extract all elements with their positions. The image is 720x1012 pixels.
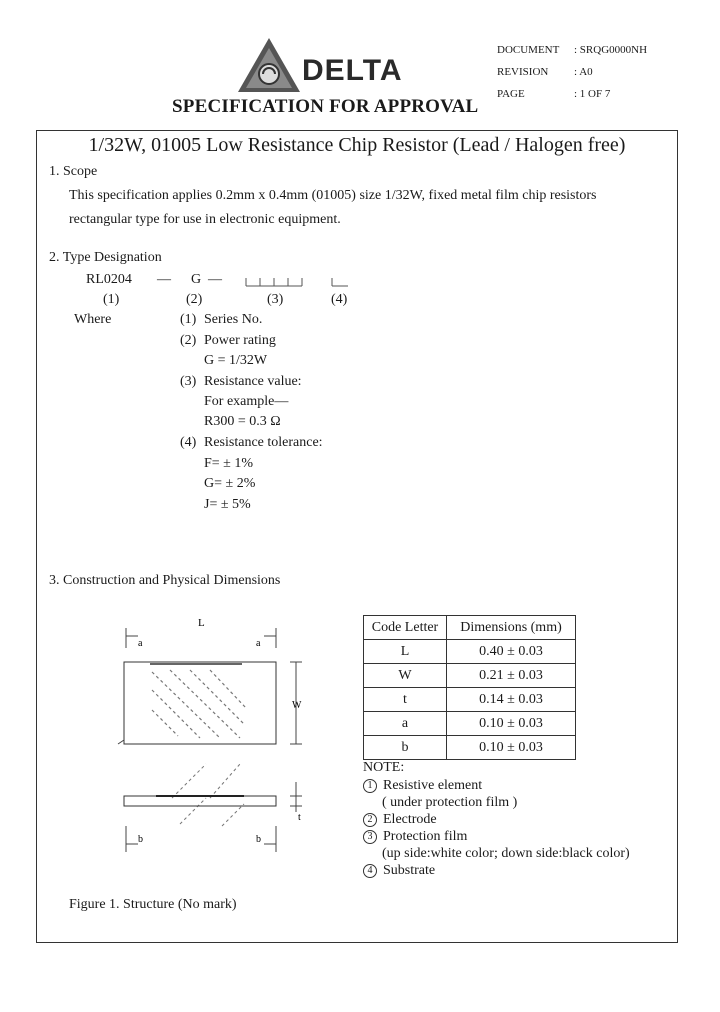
dim-label-b-left: b — [138, 834, 143, 845]
table-cell: 0.10 ± 0.03 — [447, 712, 576, 736]
table-row — [364, 640, 576, 664]
scope-text-line2: rectangular type for use in electronic equipment. — [69, 212, 341, 227]
note-item-3 — [363, 829, 467, 845]
table-row — [364, 712, 576, 736]
table-row — [364, 688, 576, 712]
item-num: (3) — [180, 374, 197, 389]
dim-line-a-left — [126, 628, 138, 648]
table-cell: W — [364, 664, 447, 688]
meta-document-value: : SRQG0000NH — [574, 44, 648, 56]
dim-label-a-left: a — [138, 638, 143, 649]
table-cell: b — [364, 736, 447, 760]
note-text: Resistive element — [383, 778, 483, 793]
type-num-2: (2) — [186, 292, 203, 307]
table-row — [364, 664, 576, 688]
meta-page-value: : 1 OF 7 — [574, 88, 611, 100]
table-cell: 0.21 ± 0.03 — [447, 664, 576, 688]
note-text: Substrate — [383, 863, 436, 878]
note-number-badge: 2 — [363, 813, 377, 827]
resistive-element-hatch — [152, 670, 246, 738]
leader-line — [118, 740, 124, 744]
dim-label-b-right: b — [256, 834, 261, 845]
table-cell: L — [364, 640, 447, 664]
table-header: Dimensions (mm) — [447, 616, 576, 640]
type-designation-heading: 2. Type Designation — [49, 250, 162, 265]
note-text: Protection film — [383, 829, 468, 844]
table-cell: a — [364, 712, 447, 736]
dim-label-W: W — [292, 700, 302, 711]
delta-triangle-icon — [236, 36, 306, 94]
delta-logo — [236, 36, 416, 94]
note-item-4 — [363, 863, 435, 879]
dim-line-b-left — [126, 826, 138, 852]
note-text: Electrode — [383, 812, 437, 827]
note-number-badge: 4 — [363, 864, 377, 878]
construction-heading: 3. Construction and Physical Dimensions — [49, 573, 281, 588]
item-num: (1) — [180, 312, 197, 327]
substrate-side-view — [124, 796, 276, 806]
dim-line-b-right — [264, 826, 276, 852]
structure-diagram — [110, 612, 310, 857]
dim-line-t — [290, 782, 302, 812]
note-heading: NOTE: — [363, 760, 405, 775]
scope-text-line1: This specification applies 0.2mm x 0.4mm (01005) size 1/32W, fixed metal film chip resistors — [69, 188, 597, 203]
item-text: J= ± 5% — [204, 497, 251, 512]
table-cell: 0.40 ± 0.03 — [447, 640, 576, 664]
meta-document-label: DOCUMENT — [497, 44, 560, 56]
table-row — [364, 736, 576, 760]
substrate-top-view — [124, 662, 276, 744]
note-text: ( under protection film ) — [382, 795, 518, 810]
document-title: 1/32W, 01005 Low Resistance Chip Resistor (Lead / Halogen free) — [88, 134, 626, 156]
type-code-dash1: — — [157, 272, 171, 287]
table-cell: t — [364, 688, 447, 712]
table-cell: 0.14 ± 0.03 — [447, 688, 576, 712]
item-text: Resistance value: — [204, 374, 302, 389]
note-number-badge: 1 — [363, 779, 377, 793]
dim-line-a-right — [264, 628, 276, 648]
type-code-power: G — [191, 272, 202, 287]
figure-caption: Figure 1. Structure (No mark) — [69, 897, 237, 912]
type-num-4: (4) — [331, 292, 348, 307]
dim-label-t: t — [298, 812, 301, 823]
meta-revision-value: : A0 — [574, 66, 593, 78]
type-code-series: RL0204 — [86, 272, 132, 287]
item-num: (2) — [180, 333, 197, 348]
item-text: For example— — [204, 394, 289, 409]
meta-page-label: PAGE — [497, 88, 525, 100]
item-text: Resistance tolerance: — [204, 435, 323, 450]
meta-revision-label: REVISION — [497, 66, 549, 78]
dim-label-a-right: a — [256, 638, 261, 649]
note-text: (up side:white color; down side:black color) — [382, 846, 630, 861]
logo-text: DELTA — [302, 54, 403, 87]
item-text: Series No. — [204, 312, 263, 327]
item-text: Power rating — [204, 333, 276, 348]
where-label: Where — [74, 312, 112, 327]
note-item-1 — [363, 778, 482, 794]
note-item-2 — [363, 812, 437, 828]
dimensions-table — [363, 615, 576, 760]
dim-label-L: L — [198, 617, 205, 629]
table-header: Code Letter — [364, 616, 447, 640]
item-text: R300 = 0.3 Ω — [204, 414, 281, 429]
item-text: G = 1/32W — [204, 353, 268, 368]
table-cell: 0.10 ± 0.03 — [447, 736, 576, 760]
item-num: (4) — [180, 435, 197, 450]
item-text: G= ± 2% — [204, 476, 256, 491]
item-text: F= ± 1% — [204, 456, 254, 471]
document-type-title: SPECIFICATION FOR APPROVAL — [172, 96, 479, 117]
table-header-row — [364, 616, 576, 640]
type-num-3: (3) — [267, 292, 284, 307]
scope-heading: 1. Scope — [49, 164, 98, 179]
type-code-dash2: — — [208, 272, 222, 287]
type-code-blank-boxes — [244, 270, 354, 292]
type-num-1: (1) — [103, 292, 120, 307]
note-number-badge: 3 — [363, 830, 377, 844]
